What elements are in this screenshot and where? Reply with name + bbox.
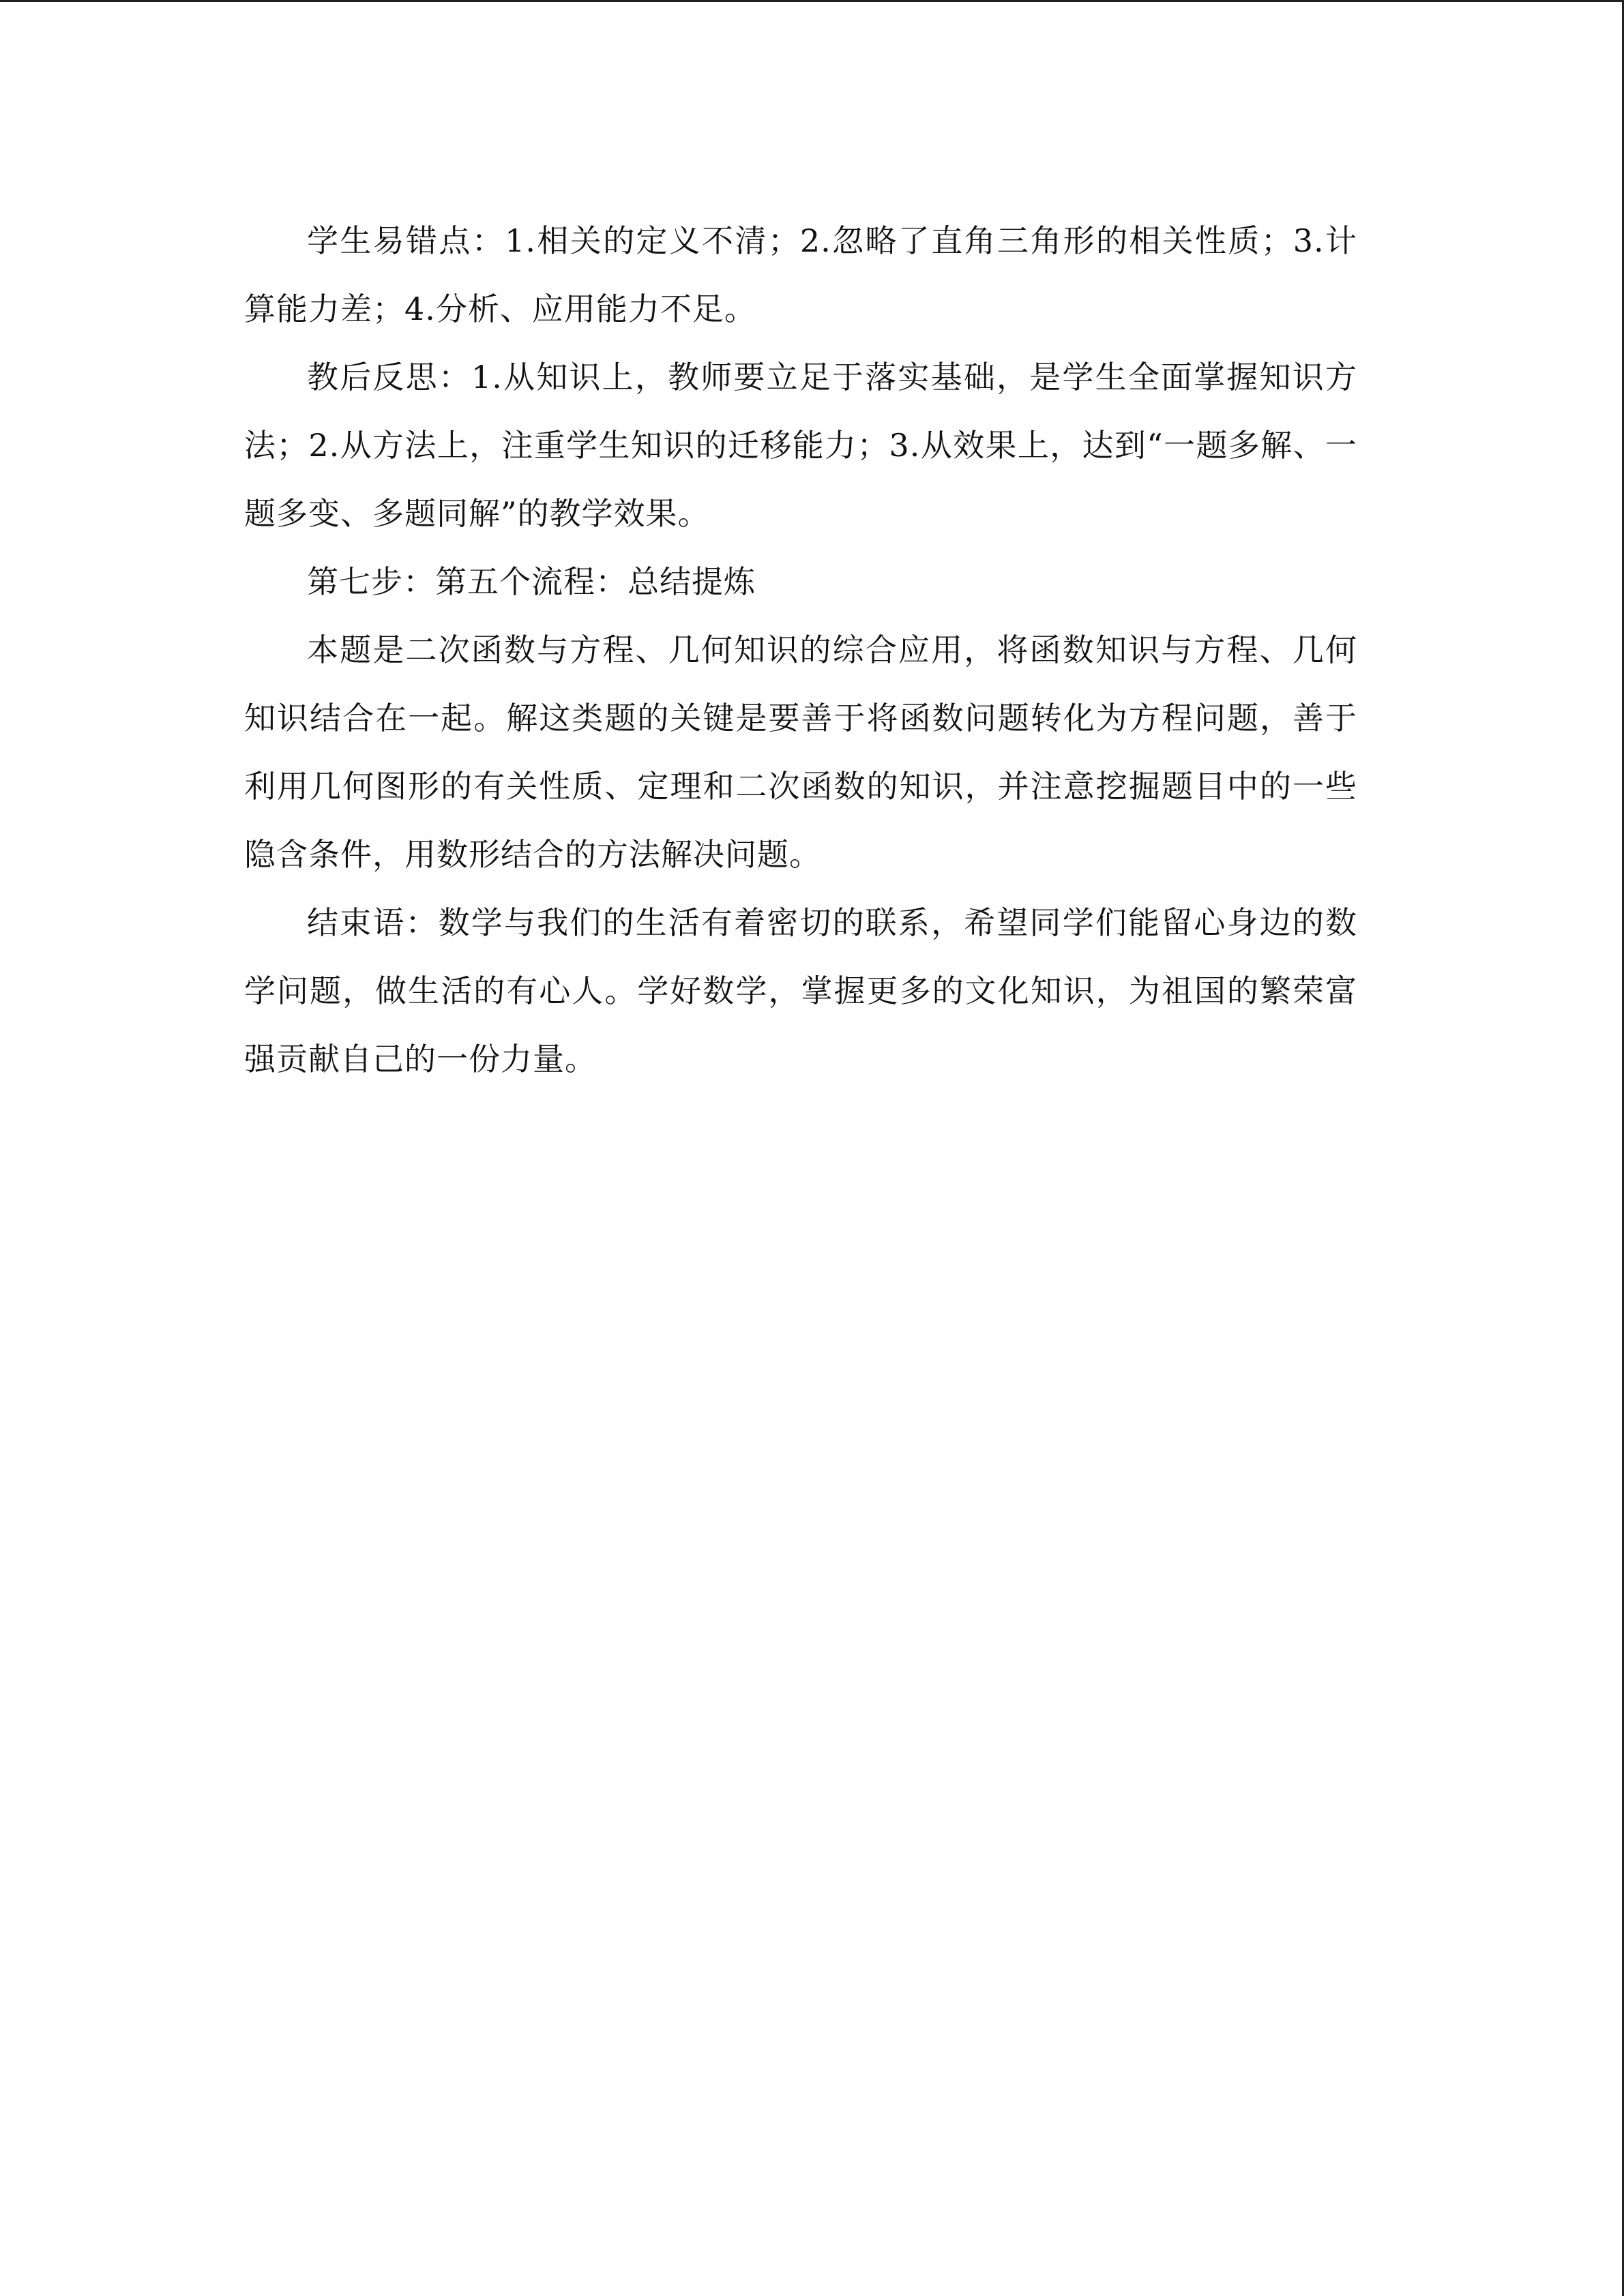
paragraph-common-errors: 学生易错点：1.相关的定义不清；2.忽略了直角三角形的相关性质；3.计算能力差；4.分析、应用能力不足。 xyxy=(244,222,1357,327)
paragraph-summary: 本题是二次函数与方程、几何知识的综合应用，将函数知识与方程、几何知识结合在一起。解这类题的关键是要善于将函数问题转化为方程问题，善于利用几何图形的有关性质、定理和二次函数的知识，并注意挖掘题目中的一些隐含条件，用数形结合的方法解决问题。 xyxy=(244,631,1357,873)
paragraph-closing-remarks: 结束语：数学与我们的生活有着密切的联系，希望同学们能留心身边的数学问题，做生活的有心人。学好数学，掌握更多的文化知识，为祖国的繁荣富强贡献自己的一份力量。 xyxy=(244,904,1357,1077)
document-body xyxy=(244,207,1357,1093)
paragraph-teaching-reflection: 教后反思：1.从知识上，教师要立足于落实基础，是学生全面掌握知识方法；2.从方法上，注重学生知识的迁移能力；3.从效果上，达到“一题多解、一题多变、多题同解”的教学效果。 xyxy=(244,359,1357,532)
paragraph-step-seven-heading: 第七步：第五个流程：总结提炼 xyxy=(307,563,756,600)
